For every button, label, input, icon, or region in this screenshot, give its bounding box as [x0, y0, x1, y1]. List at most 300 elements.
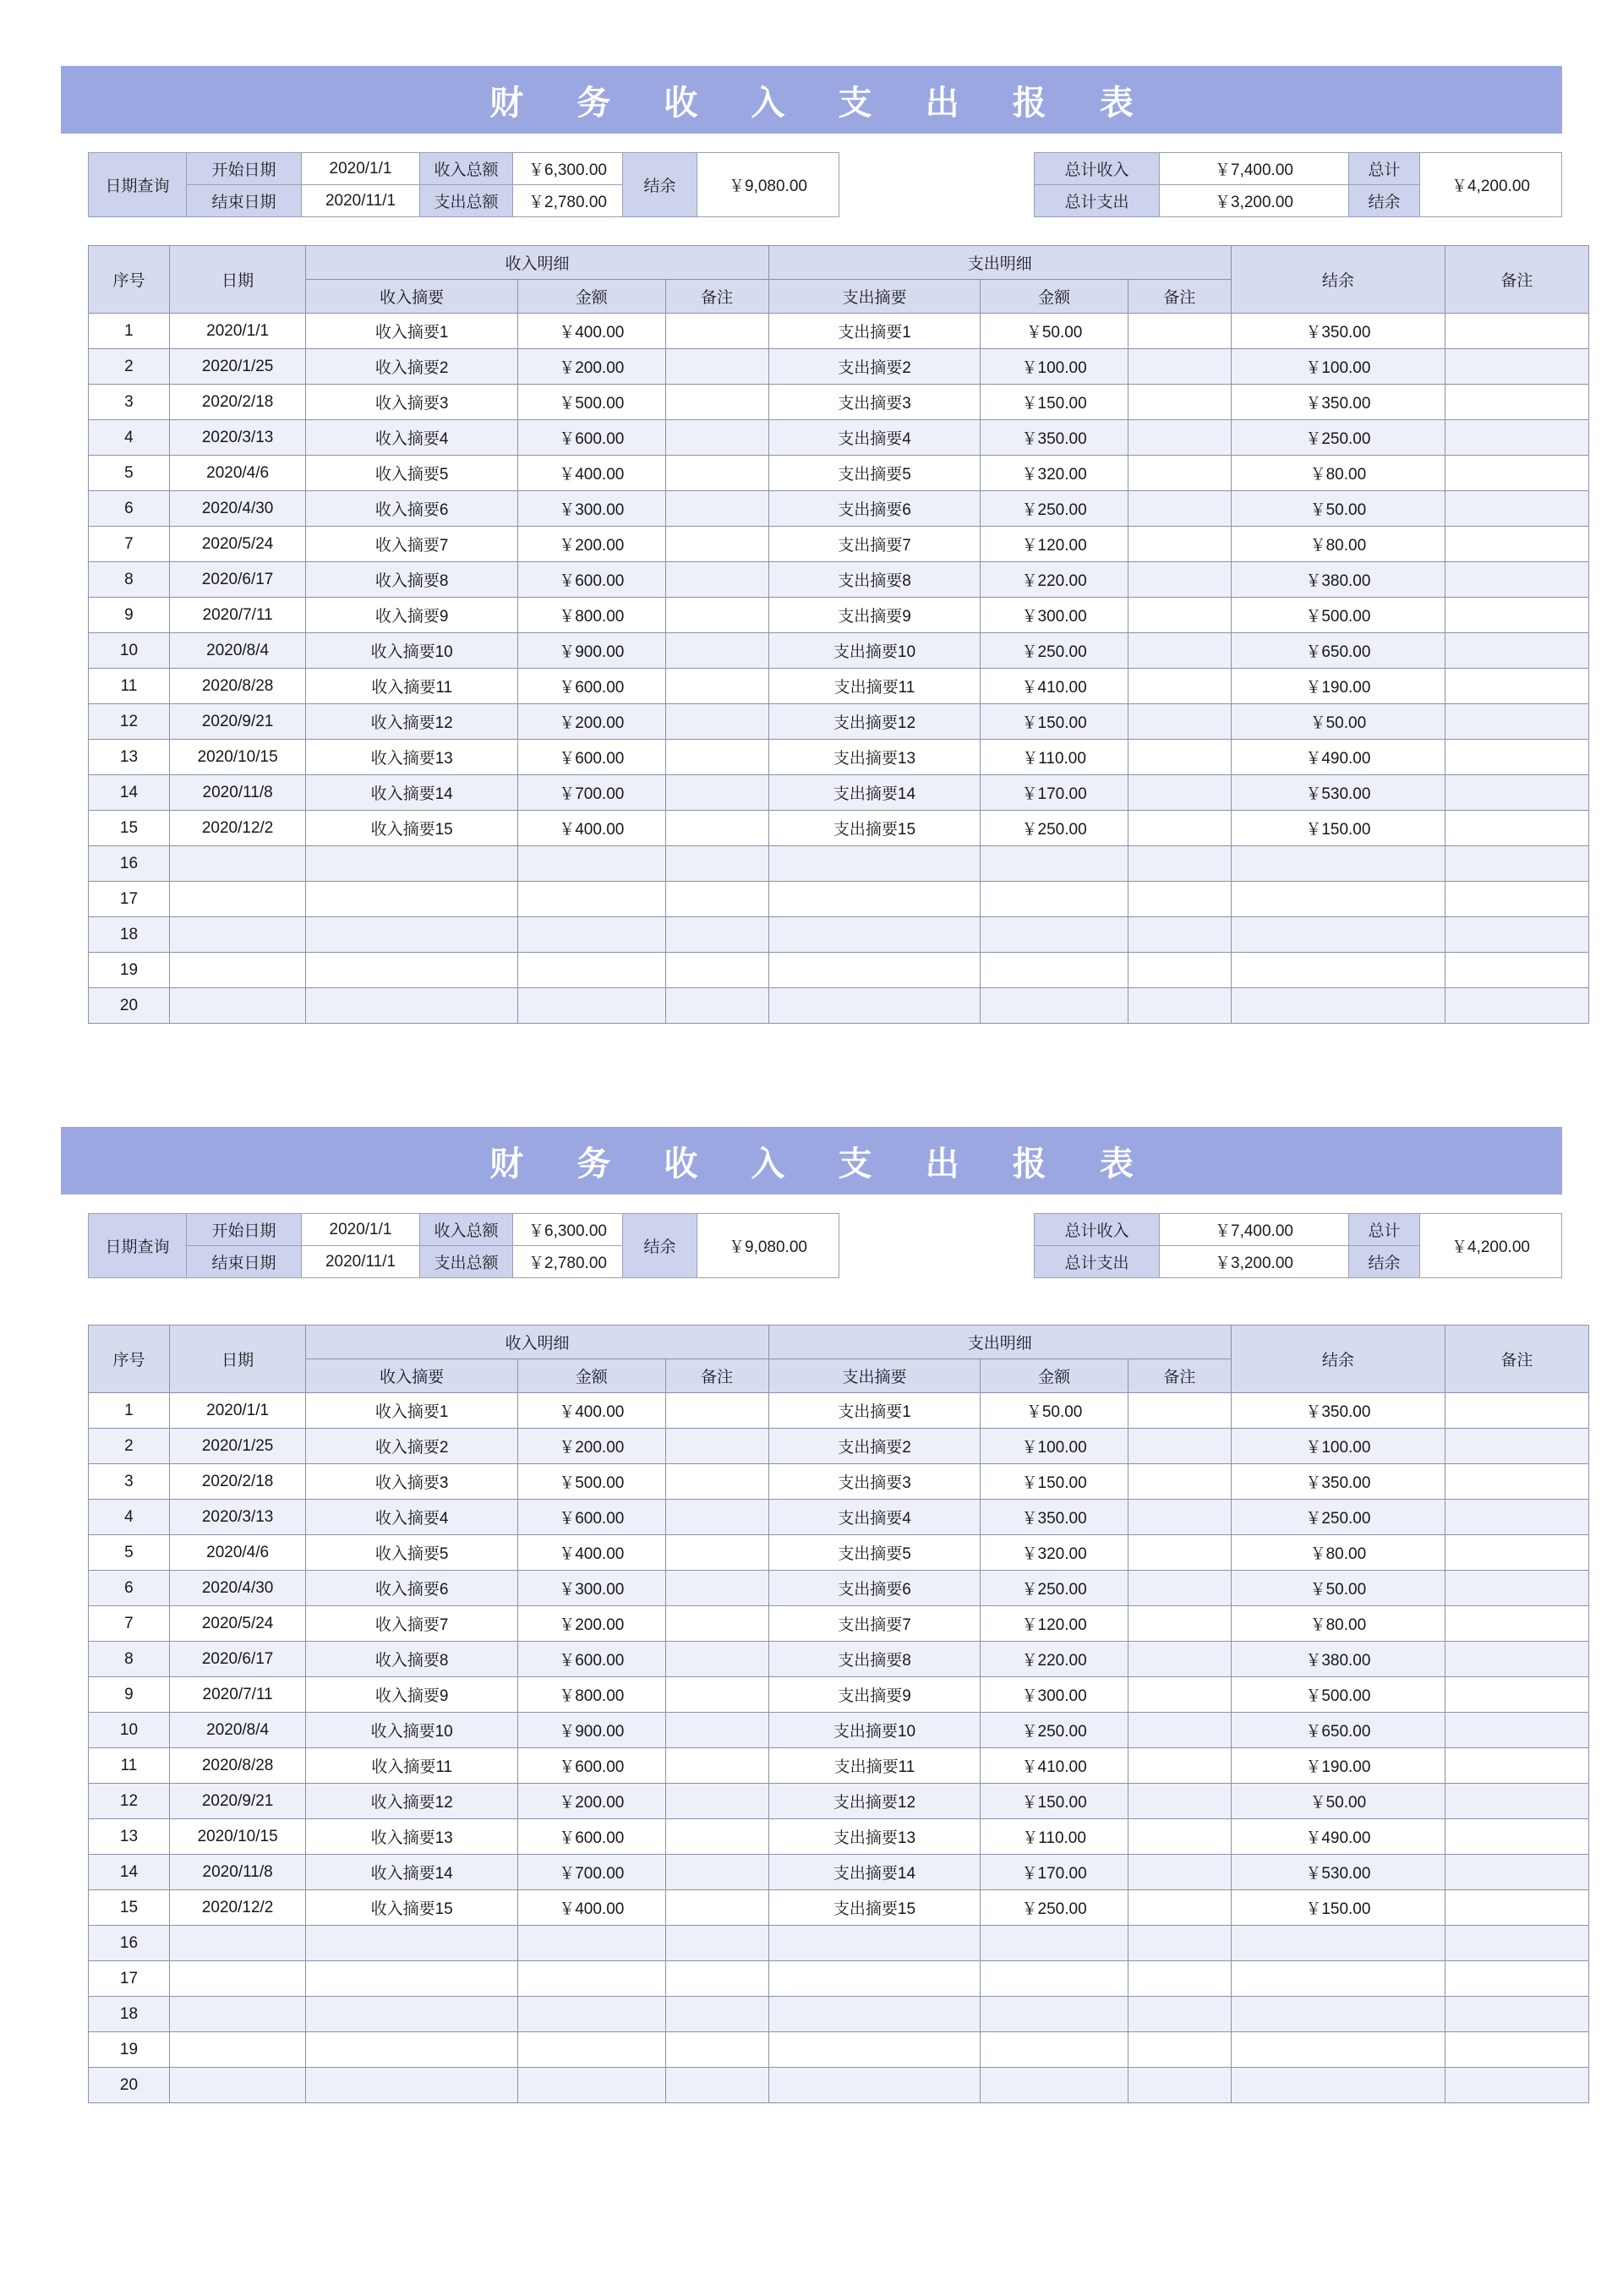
cell-expense-amount[interactable]	[981, 1961, 1128, 1997]
cell-date[interactable]	[169, 917, 305, 953]
cell-expense-amount[interactable]	[981, 917, 1128, 953]
cell-income-memo[interactable]: 收入摘要7	[306, 1606, 518, 1642]
cell-remark[interactable]	[1445, 349, 1588, 385]
cell-expense-remark[interactable]	[1128, 1571, 1231, 1606]
table-row[interactable]	[89, 633, 1589, 669]
cell-date[interactable]: 2020/4/30	[169, 1571, 305, 1606]
cell-remark[interactable]	[1445, 775, 1588, 811]
cell-expense-memo[interactable]: 支出摘要14	[768, 775, 981, 811]
table-row[interactable]	[89, 775, 1589, 811]
table-row[interactable]	[89, 1677, 1589, 1713]
cell-remark[interactable]	[1445, 633, 1588, 669]
cell-expense-remark[interactable]	[1128, 598, 1231, 633]
cell-expense-memo[interactable]: 支出摘要2	[768, 349, 981, 385]
cell-income-remark[interactable]	[665, 1464, 768, 1500]
cell-remark[interactable]	[1445, 1535, 1588, 1571]
end-date-value-secondary[interactable]: 2020/11/1	[302, 1246, 420, 1278]
end-date-value-primary[interactable]: 2020/11/1	[302, 185, 420, 217]
cell-expense-remark[interactable]	[1128, 917, 1231, 953]
cell-remark[interactable]	[1445, 1571, 1588, 1606]
cell-income-remark[interactable]	[665, 314, 768, 349]
cell-expense-amount[interactable]: ￥170.00	[981, 1855, 1128, 1890]
cell-remark[interactable]	[1445, 1642, 1588, 1677]
cell-expense-amount[interactable]: ￥150.00	[981, 1784, 1128, 1819]
cell-income-memo[interactable]: 收入摘要2	[306, 349, 518, 385]
cell-income-amount[interactable]: ￥600.00	[518, 740, 665, 775]
cell-income-amount[interactable]: ￥300.00	[518, 1571, 665, 1606]
table-row[interactable]	[89, 1926, 1589, 1961]
cell-income-memo[interactable]: 收入摘要8	[306, 1642, 518, 1677]
cell-income-remark[interactable]	[665, 349, 768, 385]
cell-expense-amount[interactable]	[981, 1997, 1128, 2032]
cell-expense-memo[interactable]	[768, 1997, 981, 2032]
cell-income-remark[interactable]	[665, 1393, 768, 1429]
cell-date[interactable]: 2020/3/13	[169, 420, 305, 456]
cell-remark[interactable]	[1445, 1500, 1588, 1535]
cell-income-remark[interactable]	[665, 740, 768, 775]
cell-income-remark[interactable]	[665, 1500, 768, 1535]
table-row[interactable]	[89, 704, 1589, 740]
cell-expense-memo[interactable]: 支出摘要8	[768, 562, 981, 598]
cell-expense-amount[interactable]	[981, 988, 1128, 1024]
cell-date[interactable]: 2020/2/18	[169, 1464, 305, 1500]
cell-date[interactable]	[169, 2068, 305, 2103]
cell-expense-remark[interactable]	[1128, 1926, 1231, 1961]
cell-expense-remark[interactable]	[1128, 2068, 1231, 2103]
cell-income-amount[interactable]	[518, 2032, 665, 2068]
table-row[interactable]	[89, 917, 1589, 953]
cell-expense-amount[interactable]: ￥300.00	[981, 598, 1128, 633]
cell-remark[interactable]	[1445, 456, 1588, 491]
cell-expense-memo[interactable]: 支出摘要10	[768, 1713, 981, 1748]
cell-income-amount[interactable]: ￥400.00	[518, 314, 665, 349]
cell-date[interactable]: 2020/8/4	[169, 633, 305, 669]
cell-expense-memo[interactable]	[768, 882, 981, 917]
cell-expense-amount[interactable]: ￥320.00	[981, 456, 1128, 491]
cell-expense-amount[interactable]: ￥120.00	[981, 527, 1128, 562]
cell-remark[interactable]	[1445, 314, 1588, 349]
cell-expense-amount[interactable]: ￥170.00	[981, 775, 1128, 811]
cell-income-memo[interactable]: 收入摘要14	[306, 775, 518, 811]
cell-income-memo[interactable]: 收入摘要1	[306, 314, 518, 349]
cell-expense-remark[interactable]	[1128, 2032, 1231, 2068]
cell-income-remark[interactable]	[665, 953, 768, 988]
start-date-value-secondary[interactable]: 2020/1/1	[302, 1214, 420, 1246]
cell-expense-amount[interactable]: ￥50.00	[981, 1393, 1128, 1429]
table-row[interactable]	[89, 953, 1589, 988]
cell-income-remark[interactable]	[665, 917, 768, 953]
cell-expense-remark[interactable]	[1128, 527, 1231, 562]
cell-expense-remark[interactable]	[1128, 1819, 1231, 1855]
cell-date[interactable]: 2020/6/17	[169, 562, 305, 598]
cell-income-remark[interactable]	[665, 1535, 768, 1571]
cell-expense-remark[interactable]	[1128, 1429, 1231, 1464]
cell-income-remark[interactable]	[665, 1890, 768, 1926]
cell-income-amount[interactable]	[518, 988, 665, 1024]
cell-expense-amount[interactable]	[981, 882, 1128, 917]
cell-income-remark[interactable]	[665, 704, 768, 740]
cell-expense-memo[interactable]: 支出摘要4	[768, 420, 981, 456]
cell-income-remark[interactable]	[665, 633, 768, 669]
cell-income-amount[interactable]: ￥600.00	[518, 1642, 665, 1677]
cell-income-amount[interactable]: ￥700.00	[518, 775, 665, 811]
cell-date[interactable]: 2020/4/30	[169, 491, 305, 527]
cell-income-remark[interactable]	[665, 1819, 768, 1855]
cell-remark[interactable]	[1445, 1961, 1588, 1997]
cell-expense-memo[interactable]: 支出摘要1	[768, 314, 981, 349]
cell-expense-remark[interactable]	[1128, 1535, 1231, 1571]
cell-income-amount[interactable]: ￥800.00	[518, 598, 665, 633]
cell-expense-memo[interactable]: 支出摘要14	[768, 1855, 981, 1890]
cell-expense-memo[interactable]: 支出摘要5	[768, 1535, 981, 1571]
cell-expense-remark[interactable]	[1128, 633, 1231, 669]
cell-expense-amount[interactable]: ￥220.00	[981, 1642, 1128, 1677]
cell-expense-remark[interactable]	[1128, 1713, 1231, 1748]
cell-expense-memo[interactable]: 支出摘要9	[768, 1677, 981, 1713]
cell-expense-amount[interactable]: ￥220.00	[981, 562, 1128, 598]
start-date-value-primary[interactable]: 2020/1/1	[302, 153, 420, 185]
cell-date[interactable]: 2020/11/8	[169, 775, 305, 811]
cell-income-memo[interactable]: 收入摘要4	[306, 1500, 518, 1535]
cell-income-memo[interactable]	[306, 1961, 518, 1997]
cell-expense-remark[interactable]	[1128, 988, 1231, 1024]
cell-income-memo[interactable]: 收入摘要12	[306, 704, 518, 740]
cell-income-amount[interactable]: ￥600.00	[518, 562, 665, 598]
cell-income-remark[interactable]	[665, 1784, 768, 1819]
cell-income-memo[interactable]	[306, 1997, 518, 2032]
cell-expense-remark[interactable]	[1128, 491, 1231, 527]
table-row[interactable]	[89, 1819, 1589, 1855]
cell-income-amount[interactable]: ￥600.00	[518, 1748, 665, 1784]
cell-date[interactable]: 2020/1/1	[169, 1393, 305, 1429]
cell-expense-memo[interactable]	[768, 846, 981, 882]
cell-expense-memo[interactable]: 支出摘要8	[768, 1642, 981, 1677]
cell-expense-remark[interactable]	[1128, 1961, 1231, 1997]
table-row[interactable]	[89, 1855, 1589, 1890]
cell-income-remark[interactable]	[665, 1748, 768, 1784]
cell-remark[interactable]	[1445, 740, 1588, 775]
cell-income-amount[interactable]: ￥400.00	[518, 811, 665, 846]
cell-expense-remark[interactable]	[1128, 385, 1231, 420]
cell-expense-amount[interactable]	[981, 1926, 1128, 1961]
cell-date[interactable]: 2020/9/21	[169, 1784, 305, 1819]
cell-income-memo[interactable]	[306, 2068, 518, 2103]
cell-income-memo[interactable]: 收入摘要11	[306, 669, 518, 704]
cell-remark[interactable]	[1445, 2032, 1588, 2068]
cell-remark[interactable]	[1445, 1890, 1588, 1926]
cell-expense-remark[interactable]	[1128, 314, 1231, 349]
cell-income-remark[interactable]	[665, 420, 768, 456]
cell-income-memo[interactable]: 收入摘要13	[306, 1819, 518, 1855]
cell-expense-memo[interactable]: 支出摘要5	[768, 456, 981, 491]
cell-expense-memo[interactable]: 支出摘要3	[768, 385, 981, 420]
cell-income-remark[interactable]	[665, 882, 768, 917]
cell-income-amount[interactable]: ￥200.00	[518, 1429, 665, 1464]
cell-expense-memo[interactable]: 支出摘要4	[768, 1500, 981, 1535]
cell-remark[interactable]	[1445, 598, 1588, 633]
cell-date[interactable]	[169, 953, 305, 988]
cell-expense-remark[interactable]	[1128, 1642, 1231, 1677]
cell-date[interactable]: 2020/3/13	[169, 1500, 305, 1535]
cell-expense-remark[interactable]	[1128, 740, 1231, 775]
cell-expense-amount[interactable]: ￥150.00	[981, 704, 1128, 740]
cell-date[interactable]: 2020/8/4	[169, 1713, 305, 1748]
cell-date[interactable]: 2020/12/2	[169, 1890, 305, 1926]
cell-expense-memo[interactable]: 支出摘要7	[768, 527, 981, 562]
cell-expense-memo[interactable]: 支出摘要1	[768, 1393, 981, 1429]
cell-expense-memo[interactable]: 支出摘要9	[768, 598, 981, 633]
cell-date[interactable]: 2020/12/2	[169, 811, 305, 846]
cell-income-amount[interactable]: ￥200.00	[518, 527, 665, 562]
cell-remark[interactable]	[1445, 385, 1588, 420]
cell-income-amount[interactable]: ￥200.00	[518, 349, 665, 385]
cell-remark[interactable]	[1445, 527, 1588, 562]
cell-income-remark[interactable]	[665, 2068, 768, 2103]
cell-income-remark[interactable]	[665, 1997, 768, 2032]
cell-income-memo[interactable]: 收入摘要6	[306, 1571, 518, 1606]
table-row[interactable]	[89, 1571, 1589, 1606]
cell-expense-remark[interactable]	[1128, 420, 1231, 456]
cell-expense-memo[interactable]: 支出摘要13	[768, 740, 981, 775]
cell-expense-amount[interactable]: ￥100.00	[981, 349, 1128, 385]
table-row[interactable]	[89, 491, 1589, 527]
cell-expense-remark[interactable]	[1128, 775, 1231, 811]
cell-expense-amount[interactable]: ￥410.00	[981, 1748, 1128, 1784]
cell-remark[interactable]	[1445, 1464, 1588, 1500]
cell-income-memo[interactable]: 收入摘要3	[306, 385, 518, 420]
cell-income-amount[interactable]	[518, 882, 665, 917]
cell-date[interactable]	[169, 988, 305, 1024]
cell-expense-amount[interactable]: ￥410.00	[981, 669, 1128, 704]
cell-date[interactable]: 2020/11/8	[169, 1855, 305, 1890]
cell-income-remark[interactable]	[665, 988, 768, 1024]
cell-income-amount[interactable]: ￥700.00	[518, 1855, 665, 1890]
cell-expense-remark[interactable]	[1128, 669, 1231, 704]
cell-remark[interactable]	[1445, 917, 1588, 953]
cell-income-memo[interactable]	[306, 1926, 518, 1961]
cell-income-remark[interactable]	[665, 1961, 768, 1997]
cell-remark[interactable]	[1445, 2068, 1588, 2103]
cell-income-amount[interactable]: ￥600.00	[518, 1500, 665, 1535]
cell-income-remark[interactable]	[665, 775, 768, 811]
cell-date[interactable]: 2020/1/25	[169, 349, 305, 385]
cell-date[interactable]: 2020/8/28	[169, 669, 305, 704]
cell-expense-remark[interactable]	[1128, 1393, 1231, 1429]
cell-income-memo[interactable]: 收入摘要9	[306, 1677, 518, 1713]
table-row[interactable]	[89, 562, 1589, 598]
cell-expense-amount[interactable]: ￥110.00	[981, 740, 1128, 775]
cell-remark[interactable]	[1445, 1677, 1588, 1713]
cell-expense-amount[interactable]: ￥320.00	[981, 1535, 1128, 1571]
cell-expense-remark[interactable]	[1128, 953, 1231, 988]
cell-remark[interactable]	[1445, 562, 1588, 598]
cell-expense-remark[interactable]	[1128, 1748, 1231, 1784]
cell-income-amount[interactable]	[518, 846, 665, 882]
cell-date[interactable]	[169, 846, 305, 882]
cell-remark[interactable]	[1445, 491, 1588, 527]
cell-income-memo[interactable]: 收入摘要15	[306, 811, 518, 846]
cell-expense-memo[interactable]	[768, 2068, 981, 2103]
table-row[interactable]	[89, 456, 1589, 491]
cell-date[interactable]: 2020/1/25	[169, 1429, 305, 1464]
cell-expense-amount[interactable]: ￥150.00	[981, 1464, 1128, 1500]
cell-expense-remark[interactable]	[1128, 1677, 1231, 1713]
cell-expense-memo[interactable]: 支出摘要12	[768, 704, 981, 740]
cell-income-memo[interactable]: 收入摘要3	[306, 1464, 518, 1500]
cell-income-memo[interactable]: 收入摘要6	[306, 491, 518, 527]
cell-expense-amount[interactable]	[981, 2068, 1128, 2103]
table-row[interactable]	[89, 1606, 1589, 1642]
cell-income-amount[interactable]: ￥200.00	[518, 1606, 665, 1642]
cell-income-remark[interactable]	[665, 1713, 768, 1748]
cell-expense-memo[interactable]: 支出摘要6	[768, 1571, 981, 1606]
cell-expense-amount[interactable]	[981, 953, 1128, 988]
cell-date[interactable]: 2020/5/24	[169, 527, 305, 562]
cell-expense-memo[interactable]	[768, 2032, 981, 2068]
cell-expense-memo[interactable]	[768, 988, 981, 1024]
cell-income-memo[interactable]: 收入摘要7	[306, 527, 518, 562]
table-row[interactable]	[89, 2032, 1589, 2068]
cell-expense-amount[interactable]: ￥120.00	[981, 1606, 1128, 1642]
cell-income-remark[interactable]	[665, 456, 768, 491]
cell-income-memo[interactable]	[306, 917, 518, 953]
cell-expense-amount[interactable]: ￥350.00	[981, 1500, 1128, 1535]
cell-income-amount[interactable]	[518, 1961, 665, 1997]
cell-expense-remark[interactable]	[1128, 811, 1231, 846]
cell-date[interactable]: 2020/5/24	[169, 1606, 305, 1642]
cell-date[interactable]: 2020/10/15	[169, 1819, 305, 1855]
cell-income-amount[interactable]: ￥600.00	[518, 1819, 665, 1855]
cell-expense-amount[interactable]	[981, 846, 1128, 882]
cell-income-memo[interactable]: 收入摘要14	[306, 1855, 518, 1890]
cell-expense-remark[interactable]	[1128, 1890, 1231, 1926]
cell-date[interactable]: 2020/4/6	[169, 456, 305, 491]
cell-income-memo[interactable]	[306, 988, 518, 1024]
cell-income-remark[interactable]	[665, 669, 768, 704]
cell-income-memo[interactable]: 收入摘要12	[306, 1784, 518, 1819]
cell-income-amount[interactable]: ￥800.00	[518, 1677, 665, 1713]
cell-expense-amount[interactable]: ￥250.00	[981, 491, 1128, 527]
cell-expense-amount[interactable]	[981, 2032, 1128, 2068]
cell-expense-remark[interactable]	[1128, 1855, 1231, 1890]
cell-remark[interactable]	[1445, 1926, 1588, 1961]
cell-date[interactable]: 2020/4/6	[169, 1535, 305, 1571]
cell-remark[interactable]	[1445, 953, 1588, 988]
cell-expense-amount[interactable]: ￥250.00	[981, 1713, 1128, 1748]
cell-income-remark[interactable]	[665, 2032, 768, 2068]
cell-income-amount[interactable]: ￥300.00	[518, 491, 665, 527]
cell-income-remark[interactable]	[665, 385, 768, 420]
cell-income-remark[interactable]	[665, 1642, 768, 1677]
cell-income-amount[interactable]: ￥200.00	[518, 704, 665, 740]
cell-date[interactable]: 2020/7/11	[169, 598, 305, 633]
cell-income-memo[interactable]: 收入摘要15	[306, 1890, 518, 1926]
cell-expense-memo[interactable]: 支出摘要15	[768, 1890, 981, 1926]
cell-date[interactable]: 2020/7/11	[169, 1677, 305, 1713]
cell-income-memo[interactable]	[306, 953, 518, 988]
cell-income-memo[interactable]	[306, 2032, 518, 2068]
cell-income-remark[interactable]	[665, 846, 768, 882]
cell-income-remark[interactable]	[665, 811, 768, 846]
cell-expense-memo[interactable]: 支出摘要7	[768, 1606, 981, 1642]
table-row[interactable]	[89, 1464, 1589, 1500]
cell-expense-memo[interactable]: 支出摘要13	[768, 1819, 981, 1855]
cell-income-remark[interactable]	[665, 598, 768, 633]
cell-expense-remark[interactable]	[1128, 1784, 1231, 1819]
cell-income-memo[interactable]: 收入摘要8	[306, 562, 518, 598]
cell-income-memo[interactable]: 收入摘要13	[306, 740, 518, 775]
cell-income-remark[interactable]	[665, 1429, 768, 1464]
cell-income-remark[interactable]	[665, 1855, 768, 1890]
cell-income-amount[interactable]	[518, 917, 665, 953]
cell-expense-memo[interactable]	[768, 1926, 981, 1961]
cell-expense-remark[interactable]	[1128, 882, 1231, 917]
table-row[interactable]	[89, 1535, 1589, 1571]
table-row[interactable]	[89, 385, 1589, 420]
cell-income-remark[interactable]	[665, 527, 768, 562]
cell-income-memo[interactable]: 收入摘要1	[306, 1393, 518, 1429]
cell-remark[interactable]	[1445, 811, 1588, 846]
cell-expense-amount[interactable]: ￥150.00	[981, 385, 1128, 420]
cell-income-amount[interactable]	[518, 953, 665, 988]
cell-remark[interactable]	[1445, 704, 1588, 740]
cell-expense-memo[interactable]: 支出摘要6	[768, 491, 981, 527]
cell-income-amount[interactable]	[518, 1997, 665, 2032]
cell-date[interactable]: 2020/9/21	[169, 704, 305, 740]
cell-expense-memo[interactable]: 支出摘要10	[768, 633, 981, 669]
table-row[interactable]	[89, 314, 1589, 349]
cell-income-amount[interactable]: ￥400.00	[518, 1393, 665, 1429]
table-row[interactable]	[89, 598, 1589, 633]
cell-expense-amount[interactable]: ￥50.00	[981, 314, 1128, 349]
cell-income-amount[interactable]: ￥500.00	[518, 385, 665, 420]
cell-expense-remark[interactable]	[1128, 456, 1231, 491]
cell-expense-memo[interactable]: 支出摘要3	[768, 1464, 981, 1500]
cell-expense-remark[interactable]	[1128, 1500, 1231, 1535]
table-row[interactable]	[89, 1997, 1589, 2032]
cell-date[interactable]	[169, 1926, 305, 1961]
cell-remark[interactable]	[1445, 882, 1588, 917]
table-row[interactable]	[89, 1393, 1589, 1429]
table-row[interactable]	[89, 846, 1589, 882]
cell-expense-amount[interactable]: ￥250.00	[981, 1890, 1128, 1926]
cell-remark[interactable]	[1445, 1393, 1588, 1429]
cell-income-memo[interactable]: 收入摘要2	[306, 1429, 518, 1464]
cell-remark[interactable]	[1445, 669, 1588, 704]
cell-income-remark[interactable]	[665, 1571, 768, 1606]
cell-date[interactable]	[169, 1997, 305, 2032]
cell-expense-memo[interactable]: 支出摘要15	[768, 811, 981, 846]
cell-date[interactable]	[169, 1961, 305, 1997]
cell-income-memo[interactable]: 收入摘要10	[306, 1713, 518, 1748]
table-row[interactable]	[89, 2068, 1589, 2103]
cell-expense-amount[interactable]: ￥250.00	[981, 811, 1128, 846]
cell-income-amount[interactable]: ￥900.00	[518, 633, 665, 669]
cell-income-memo[interactable]	[306, 846, 518, 882]
table-row[interactable]	[89, 1500, 1589, 1535]
cell-expense-memo[interactable]: 支出摘要11	[768, 1748, 981, 1784]
cell-income-amount[interactable]: ￥500.00	[518, 1464, 665, 1500]
cell-expense-remark[interactable]	[1128, 1464, 1231, 1500]
cell-remark[interactable]	[1445, 1997, 1588, 2032]
cell-income-remark[interactable]	[665, 1926, 768, 1961]
cell-remark[interactable]	[1445, 988, 1588, 1024]
cell-date[interactable]: 2020/10/15	[169, 740, 305, 775]
cell-date[interactable]	[169, 882, 305, 917]
cell-remark[interactable]	[1445, 1429, 1588, 1464]
cell-date[interactable]: 2020/1/1	[169, 314, 305, 349]
cell-expense-remark[interactable]	[1128, 846, 1231, 882]
